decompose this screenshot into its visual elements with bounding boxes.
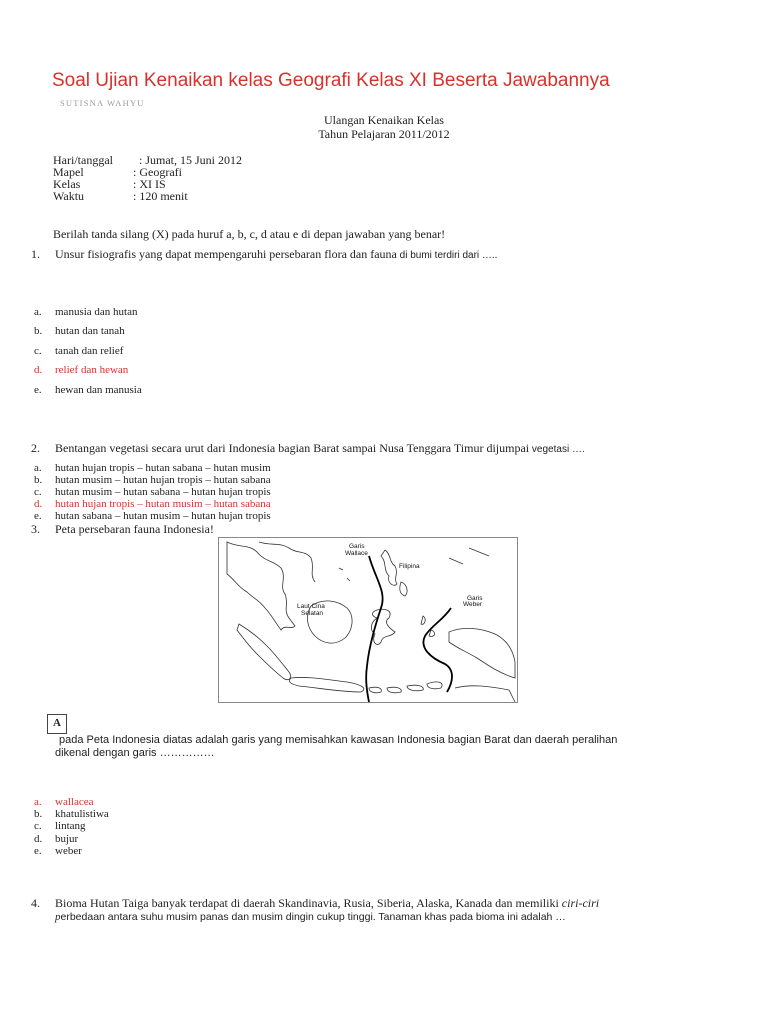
q3-number: 3. — [31, 522, 40, 536]
q2-option-e-letter: e. — [34, 510, 42, 522]
q1-option-e: hewan dan manusia — [55, 384, 142, 396]
q4-line-1: Bioma Hutan Taiga banyak terdapat di daerah Skandinavia, Rusia, Siberia, Alaska, Kanada dan memiliki ciri-ciri — [55, 896, 600, 910]
q1-option-e-letter: e. — [34, 384, 42, 396]
q1-option-d-letter: d. — [34, 364, 43, 376]
q1-number: 1. — [31, 247, 40, 261]
map-graphic — [219, 538, 517, 702]
q2-option-e: hutan sabana – hutan musim – hutan hujan tropis — [55, 510, 271, 522]
meta-value-date: : Jumat, 15 Juni 2012 — [139, 153, 243, 167]
q1-option-d-answer: relief dan hewan — [55, 364, 129, 376]
map-label-laut-1: Laut Cina — [297, 603, 325, 610]
q3-option-e: weber — [55, 845, 82, 857]
q2-option-a-letter: a. — [34, 462, 42, 474]
q2-option-b: hutan musim – hutan hujan tropis – hutan sabana — [55, 474, 271, 486]
meta-value-subject: : Geografi — [133, 165, 182, 179]
q3-option-d-letter: d. — [34, 833, 43, 845]
map-label-laut-2: Selatan — [301, 610, 324, 617]
meta-label-time: Waktu — [53, 189, 85, 203]
sumatra-shape — [237, 624, 291, 680]
q1-option-b: hutan dan tanah — [55, 325, 125, 337]
timor-shape — [427, 682, 442, 689]
answer-box-a: A — [47, 714, 67, 734]
mainland-asia-shape — [227, 542, 295, 630]
q1-option-b-letter: b. — [34, 325, 43, 337]
instruction: Berilah tanda silang (X) pada huruf a, b, c, d atau e di depan jawaban yang benar! — [53, 227, 446, 241]
mindanao-shape — [400, 582, 407, 596]
q3-option-b-letter: b. — [34, 808, 43, 820]
map-label-filipina: Filipina — [399, 563, 420, 570]
q3-option-a-answer: wallacea — [55, 796, 94, 808]
weber-line — [423, 608, 452, 692]
indonesia-fauna-map — [218, 537, 518, 703]
meta-value-time: : 120 menit — [133, 189, 188, 203]
exam-year: Tahun Pelajaran 2011/2012 — [318, 127, 450, 141]
map-label-wallace-2: Wallace — [345, 550, 368, 557]
q2-text: Bentangan vegetasi secara urut dari Indonesia bagian Barat sampai Nusa Tenggara Timur dijumpai vegetasi …. — [55, 441, 585, 455]
china-coast-shape — [259, 542, 315, 582]
q4-number: 4. — [31, 896, 40, 910]
meta-value-class: : XI IS — [133, 177, 166, 191]
q2-option-c: hutan musim – hutan sabana – hutan hujan tropis — [55, 486, 271, 498]
author-name[interactable]: SUTISNA WAHYU — [60, 98, 145, 108]
q1-text: Unsur fisiografis yang dapat mempengaruhi persebaran flora dan fauna di bumi terdiri dari ….. — [55, 247, 498, 261]
q2-option-d-answer: hutan hujan tropis – hutan musim – hutan sabana — [55, 498, 271, 510]
q4-line-2: perbedaan antara suhu musim panas dan musim dingin cukup tinggi. Tanaman khas pada bioma ini adalah … — [55, 911, 566, 923]
map-label-wallace-1: Garis — [349, 543, 365, 550]
q1-option-c: tanah dan relief — [55, 345, 124, 357]
map-label-weber-1: Garis — [467, 595, 483, 602]
papua-shape — [449, 628, 515, 678]
q3-stem-line-1: pada Peta Indonesia diatas adalah garis yang memisahkan kawasan Indonesia bagian Barat dan daerah peralihan — [59, 734, 618, 746]
flores-shape — [407, 685, 423, 691]
q3-option-b: khatulistiwa — [55, 808, 109, 820]
lombok-shape — [387, 687, 401, 693]
wallace-line — [366, 556, 382, 702]
australia-coast-shape — [455, 686, 515, 702]
meta-label-subject: Mapel — [53, 165, 84, 179]
bali-shape — [369, 687, 381, 693]
philippines-shape — [381, 550, 397, 585]
q2-number: 2. — [31, 441, 40, 455]
q3-text: Peta persebaran fauna Indonesia! — [55, 522, 214, 536]
q3-stem-line-2: dikenal dengan garis …………… — [55, 747, 215, 759]
meta-label-class: Kelas — [53, 177, 81, 191]
document-title: Soal Ujian Kenaikan kelas Geografi Kelas XI Beserta Jawabannya — [52, 70, 610, 91]
q2-option-a: hutan hujan tropis – hutan sabana – hutan musim — [55, 462, 271, 474]
q3-option-a-letter: a. — [34, 796, 42, 808]
q2-option-d-letter: d. — [34, 498, 43, 510]
q1-option-c-letter: c. — [34, 345, 42, 357]
q2-option-c-letter: c. — [34, 486, 42, 498]
q3-option-c-letter: c. — [34, 820, 42, 832]
q3-option-c: lintang — [55, 820, 86, 832]
map-label-weber-2: Weber — [463, 601, 483, 608]
q1-option-a: manusia dan hutan — [55, 306, 138, 318]
exam-heading: Ulangan Kenaikan Kelas — [324, 113, 444, 127]
q3-option-e-letter: e. — [34, 845, 42, 857]
q1-option-a-letter: a. — [34, 306, 42, 318]
meta-label-date: Hari/tanggal — [53, 153, 113, 167]
java-shape — [289, 677, 363, 692]
q2-option-b-letter: b. — [34, 474, 43, 486]
q3-option-d: bujur — [55, 833, 79, 845]
